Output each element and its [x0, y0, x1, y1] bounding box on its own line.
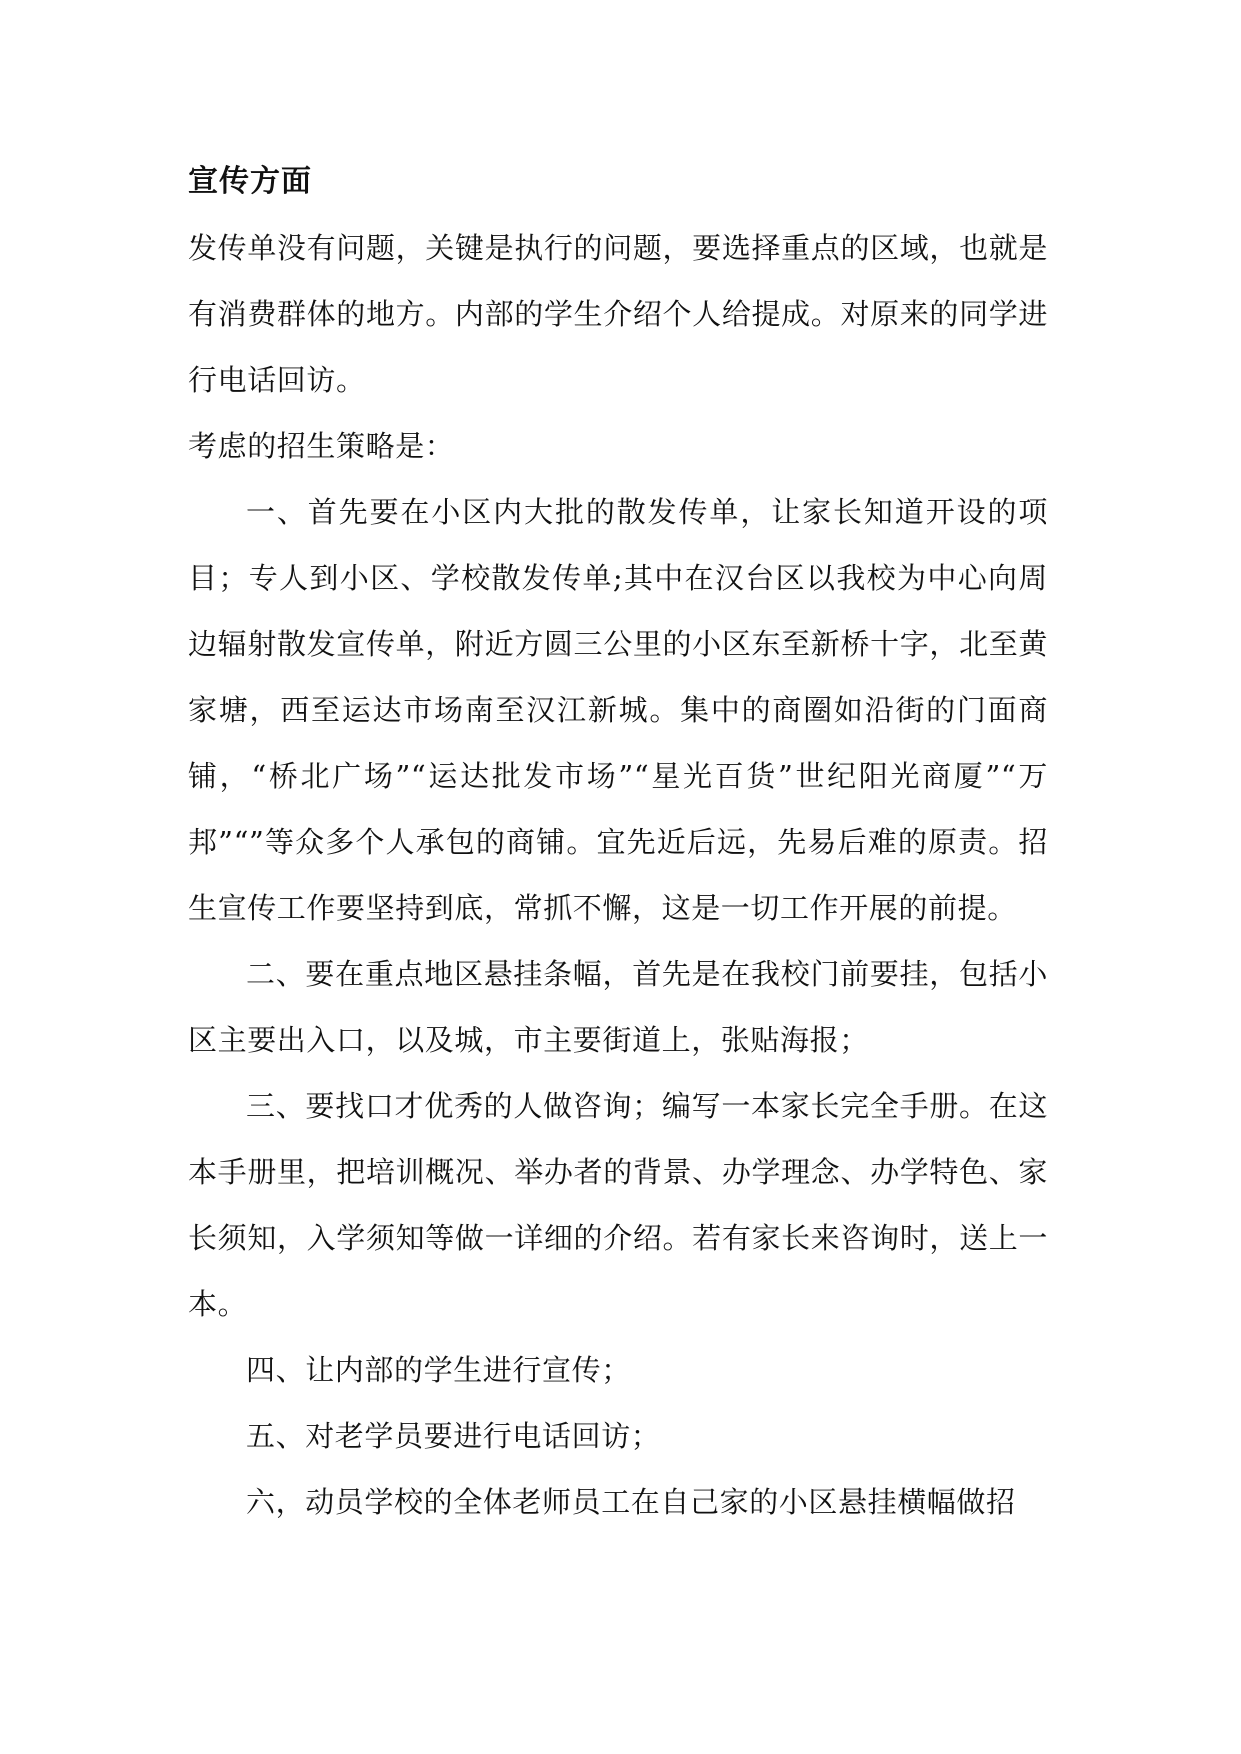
- paragraph-item-5: 五、对老学员要进行电话回访；: [246, 1419, 661, 1453]
- section-heading: 宣传方面: [188, 164, 312, 199]
- paragraph-item-3: 三、要找口才优秀的人做咨询；编写一本家长完全手册。在这本手册里，把培训概况、举办者的背景、办学理念、办学特色、家长须知，入学须知等做一详细的介绍。若有家长来咨询时，送上一本。: [188, 1089, 1048, 1321]
- paragraph-intro: 发传单没有问题，关键是执行的问题，要选择重点的区域，也就是有消费群体的地方。内部的学生介绍个人给提成。对原来的同学进行电话回访。: [188, 231, 1048, 397]
- paragraph-item-2: 二、要在重点地区悬挂条幅，首先是在我校门前要挂，包括小区主要出入口，以及城，市主要街道上，张贴海报；: [188, 957, 1048, 1057]
- paragraph-item-6: 六，动员学校的全体老师员工在自己家的小区悬挂横幅做招: [246, 1485, 1016, 1519]
- paragraph-item-1: 一、首先要在小区内大批的散发传单，让家长知道开设的项目；专人到小区、学校散发传单;其中在汉台区以我校为中心向周边辐射散发宣传单，附近方圆三公里的小区东至新桥十字，北至黄家塘，西至运达市场南至汉江新城。集中的商圈如沿街的门面商铺，“桥北广场”“运达批发市场”“星光百货”世纪阳光商厦”“万邦”“”等众多个人承包的商铺。宜先近后远，先易后难的原责。招生宣传工作要坚持到底，常抓不懈，这是一切工作开展的前提。: [188, 495, 1048, 925]
- paragraph-item-4: 四、让内部的学生进行宣传；: [246, 1353, 631, 1387]
- paragraph-strategy-lead: 考虑的招生策略是：: [188, 429, 455, 463]
- document-body: [188, 155, 1048, 1535]
